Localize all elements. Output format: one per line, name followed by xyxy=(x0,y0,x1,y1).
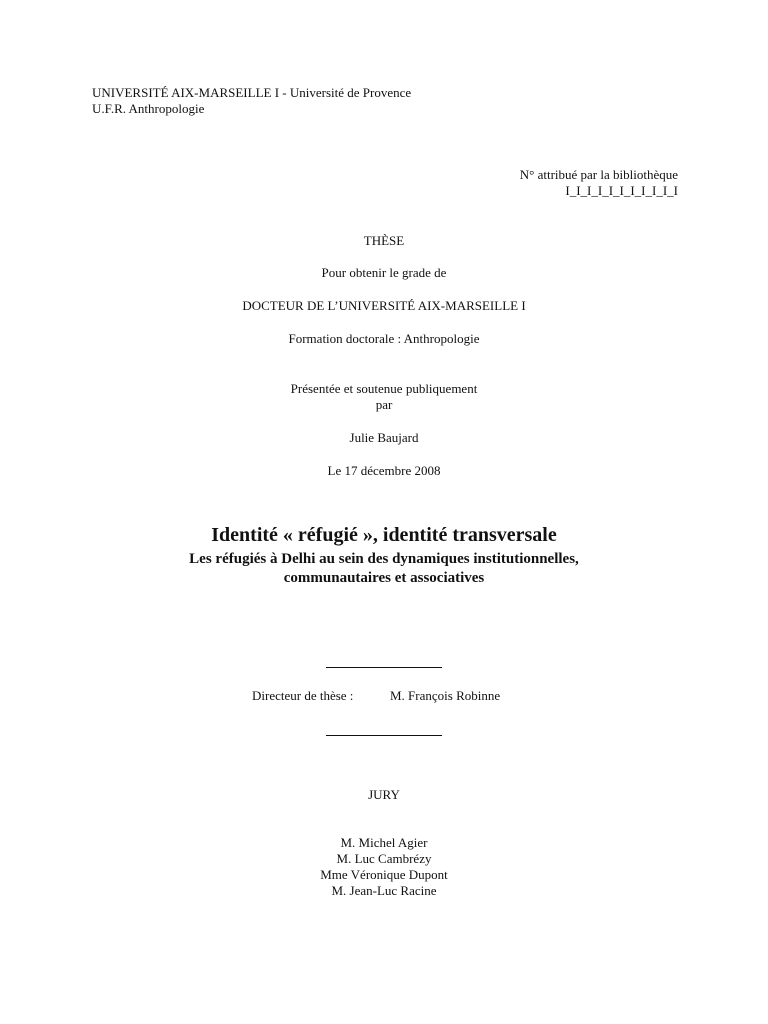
thesis-formation: Formation doctorale : Anthropologie xyxy=(288,331,480,346)
thesis-subtitle-line-2: communautaires et associatives xyxy=(283,570,485,586)
ufr-name: U.F.R. Anthropologie xyxy=(92,101,205,116)
jury-member: M. Jean-Luc Racine xyxy=(331,883,437,898)
director-label: Directeur de thèse : xyxy=(252,688,354,703)
thesis-subtitle-line-1: Les réfugiés à Delhi au sein des dynamiques institutionnelles, xyxy=(189,551,579,567)
thesis-title: Identité « réfugié », identité transversale xyxy=(211,524,557,546)
thesis-date: Le 17 décembre 2008 xyxy=(327,463,441,478)
jury-member: M. Luc Cambrézy xyxy=(336,851,432,866)
library-number-label: N° attribué par la bibliothèque xyxy=(519,167,678,182)
thesis-type: THÈSE xyxy=(363,233,405,248)
university-name: UNIVERSITÉ AIX-MARSEILLE I - Université de Provence xyxy=(92,85,412,100)
director-name: M. François Robinne xyxy=(390,688,501,703)
thesis-by: par xyxy=(375,397,393,412)
library-number-boxes: I_I_I_I_I_I_I_I_I_I_I xyxy=(565,183,678,198)
thesis-author: Julie Baujard xyxy=(349,430,419,445)
thesis-presented: Présentée et soutenue publiquement xyxy=(290,381,478,396)
thesis-purpose: Pour obtenir le grade de xyxy=(321,265,447,280)
separator-rule-bottom xyxy=(326,735,442,736)
jury-heading: JURY xyxy=(368,787,400,802)
jury-member: M. Michel Agier xyxy=(340,835,428,850)
thesis-degree: DOCTEUR DE L’UNIVERSITÉ AIX-MARSEILLE I xyxy=(242,298,526,313)
jury-member: Mme Véronique Dupont xyxy=(320,867,448,882)
separator-rule-top xyxy=(326,667,442,668)
